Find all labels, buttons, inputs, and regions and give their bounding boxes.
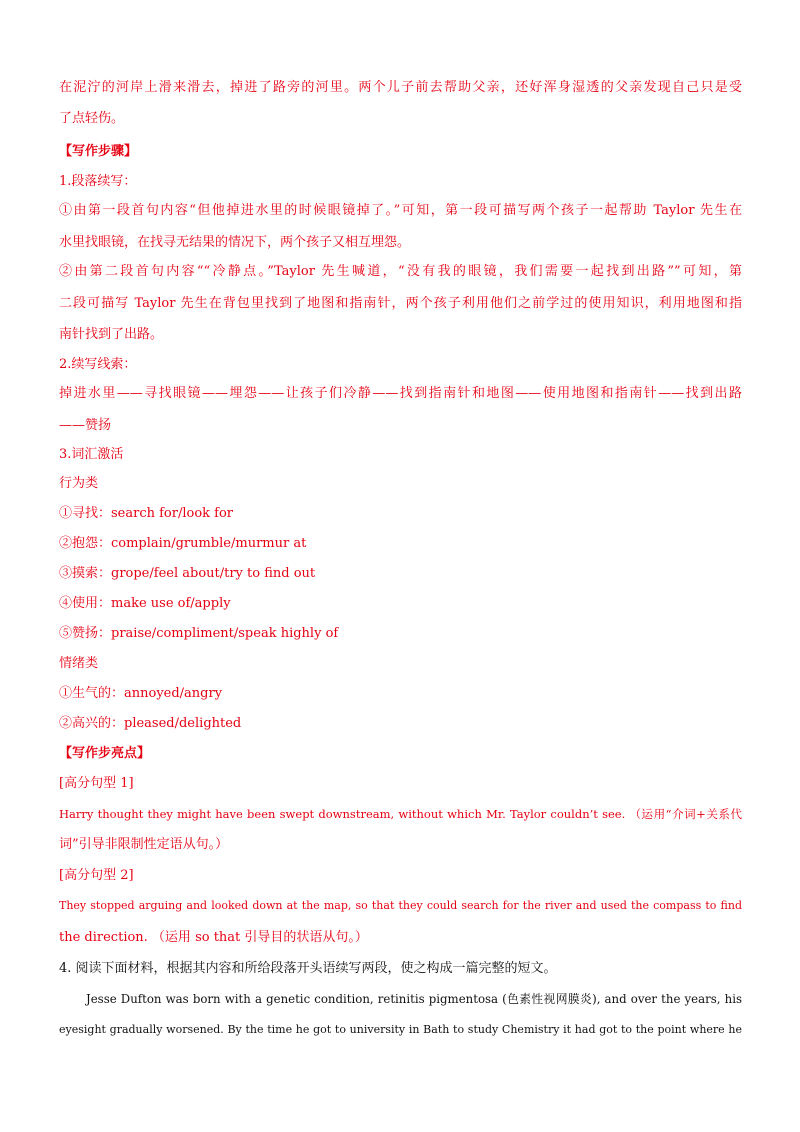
text-line: 掉进水里——寻找眼镜——埋怨——让孩子们冷静——找到指南针和地图——使用地图和指南针——找到出路 [59,386,742,401]
subheading: 2.续写线索： [59,357,137,372]
category-label: 情绪类 [59,656,99,671]
vocab-item: ③摸索：grope/feel about/try to find out [59,566,316,581]
section-heading: 【写作步骤】 [59,144,138,159]
text-line: ——赞扬 [59,418,112,433]
text-line: 在泥泞的河岸上滑来滑去，掉进了路旁的河里。两个儿子前去帮助父亲，还好浑身湿透的父亲发现自己只是受 [59,80,742,95]
sentence-label: [高分句型 2] [59,868,134,883]
example-sentence: Harry thought they might have been swept downstream, without which Mr. Taylor couldn’t see. （运用“介词+关系代 [59,807,742,821]
vocab-item: ②抱怨：complain/grumble/murmur at [59,536,307,551]
example-sentence: the direction. （运用 so that 引导目的状语从句。） [59,930,368,945]
vocab-item: ①寻找：search for/look for [59,506,234,521]
subheading: 3.词汇激活 [59,447,124,462]
vocab-item: ④使用：make use of/apply [59,596,231,611]
sentence-label: [高分句型 1] [59,776,134,791]
vocab-item: ①生气的：annoyed/angry [59,686,223,701]
question-prompt: 4. 阅读下面材料，根据其内容和所给段落开头语续写两段，使之构成一篇完整的短文。 [59,961,557,976]
category-label: 行为类 [59,476,99,491]
text-line: ①由第一段首句内容“但他掉进水里的时候眼镜掉了。”可知，第一段可描写两个孩子一起帮助 Taylor 先生在 [59,203,742,218]
text-line: 二段可描写 Taylor 先生在背包里找到了地图和指南针，两个孩子利用他们之前学过的使用知识，利用地图和指 [59,296,742,311]
text-line: ②由第二段首句内容““冷静点。”Taylor 先生喊道，“没有我的眼镜，我们需要一起找到出路””可知，第 [59,264,742,279]
vocab-item: ②高兴的：pleased/delighted [59,716,242,731]
subheading: 1.段落续写： [59,174,137,189]
text-line: 水里找眼镜，在找寻无结果的情况下，两个孩子又相互埋怨。 [59,235,411,250]
example-sentence: 词”引导非限制性定语从句。） [59,837,229,852]
vocab-item: ⑤赞扬：praise/compliment/speak highly of [59,626,339,641]
passage-line: eyesight gradually worsened. By the time he got to university in Bath to study Chemistry it had got to the point where he [59,1023,742,1036]
text-line: 南针找到了出路。 [59,327,164,342]
section-heading: 【写作步亮点】 [59,746,151,761]
passage-line: Jesse Dufton was born with a genetic condition, retinitis pigmentosa (色素性视网膜炎), and over the years, his [86,992,742,1006]
text-line: 了点轻伤。 [59,111,125,126]
example-sentence: They stopped arguing and looked down at the map, so that they could search for the river and used the compass to find [59,899,742,912]
